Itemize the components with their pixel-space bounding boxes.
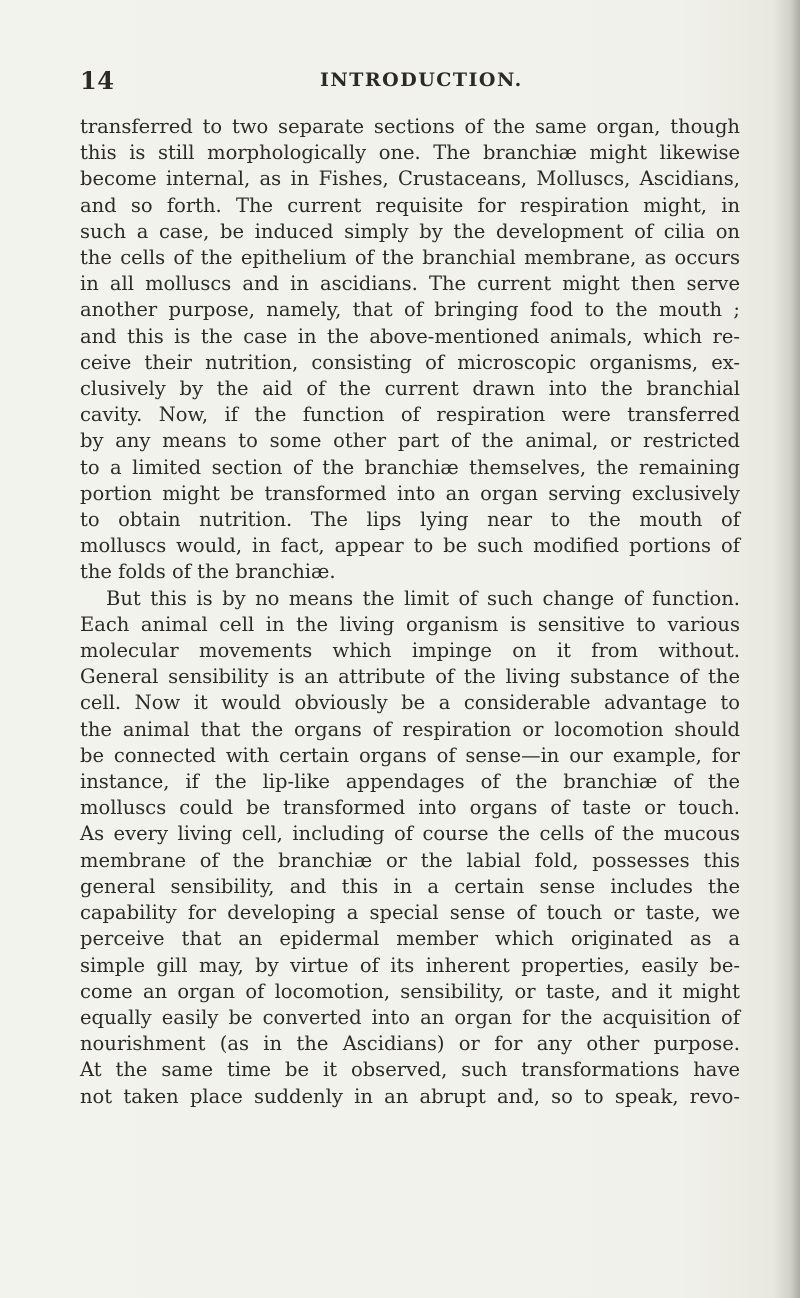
text-line: membrane of the branchiæ or the labial fold, possesses this [80, 848, 740, 872]
text-line: molecular movements which impinge on it from without. [80, 639, 740, 663]
page-edge-shadow [774, 0, 800, 1298]
page-number: 14 [80, 66, 115, 95]
text-line: come an organ of locomotion, sensibility, or taste, and it might [80, 979, 740, 1003]
text-line: and this is the case in the above-mentioned animals, which re- [80, 324, 740, 348]
text-line: to obtain nutrition. The lips lying near to the mouth of [80, 508, 740, 532]
text-line: the folds of the branchiæ. [80, 560, 336, 584]
text-line: another purpose, namely, that of bringing food to the mouth ; [80, 298, 740, 322]
text-line: in all molluscs and in ascidians. The current might then serve [80, 272, 740, 296]
text-line: by any means to some other part of the animal, or restricted [80, 429, 740, 453]
text-line: clusively by the aid of the current drawn into the branchial [80, 377, 740, 401]
text-line: As every living cell, including of course the cells of the mucous [80, 822, 740, 846]
text-line: general sensibility, and this in a certain sense includes the [80, 874, 740, 898]
text-line: ceive their nutrition, consisting of microscopic organisms, ex- [80, 350, 740, 374]
paragraph-1 [80, 114, 740, 586]
text-line: become internal, as in Fishes, Crustaceans, Molluscs, Ascidians, [80, 167, 740, 191]
text-line: and so forth. The current requisite for respiration might, in [80, 193, 740, 217]
text-line: molluscs could be transformed into organs of taste or touch. [80, 796, 740, 820]
text-line: this is still morphologically one. The branchiæ might likewise [80, 141, 740, 165]
text-line: perceive that an epidermal member which originated as a [80, 927, 740, 951]
text-line: the cells of the epithelium of the branchial membrane, as occurs [80, 246, 740, 270]
text-line: General sensibility is an attribute of the living substance of the [80, 665, 740, 689]
text-line: transferred to two separate sections of the same organ, though [80, 115, 740, 138]
text-line: simple gill may, by virtue of its inherent properties, easily be- [80, 953, 740, 977]
paragraph-2 [80, 586, 740, 1110]
text-line: At the same time be it observed, such transformations have [80, 1058, 740, 1082]
body-text [80, 114, 740, 1110]
text-line: instance, if the lip-like appendages of the branchiæ of the [80, 770, 740, 794]
text-line: be connected with certain organs of sense—in our example, for [80, 743, 740, 767]
running-head: INTRODUCTION. [320, 69, 523, 91]
page-header [0, 66, 800, 96]
text-line: nourishment (as in the Ascidians) or for any other purpose. [80, 1032, 740, 1056]
text-line: portion might be transformed into an organ serving exclusively [80, 481, 740, 505]
text-line: But this is by no means the limit of such change of function. [106, 586, 740, 610]
text-line: cavity. Now, if the function of respiration were transferred [80, 403, 740, 427]
text-line: the animal that the organs of respiration or locomotion should [80, 717, 740, 741]
text-line: to a limited section of the branchiæ themselves, the remaining [80, 455, 740, 479]
text-line: equally easily be converted into an organ for the acquisition of [80, 1005, 740, 1029]
text-line: Each animal cell in the living organism is sensitive to various [80, 612, 740, 636]
text-line: capability for developing a special sense of touch or taste, we [80, 901, 740, 925]
text-line: not taken place suddenly in an abrupt and, so to speak, revo- [80, 1084, 740, 1108]
text-line: cell. Now it would obviously be a considerable advantage to [80, 691, 740, 715]
text-line: such a case, be induced simply by the development of cilia on [80, 219, 740, 243]
text-line: molluscs would, in fact, appear to be such modified portions of [80, 534, 740, 558]
